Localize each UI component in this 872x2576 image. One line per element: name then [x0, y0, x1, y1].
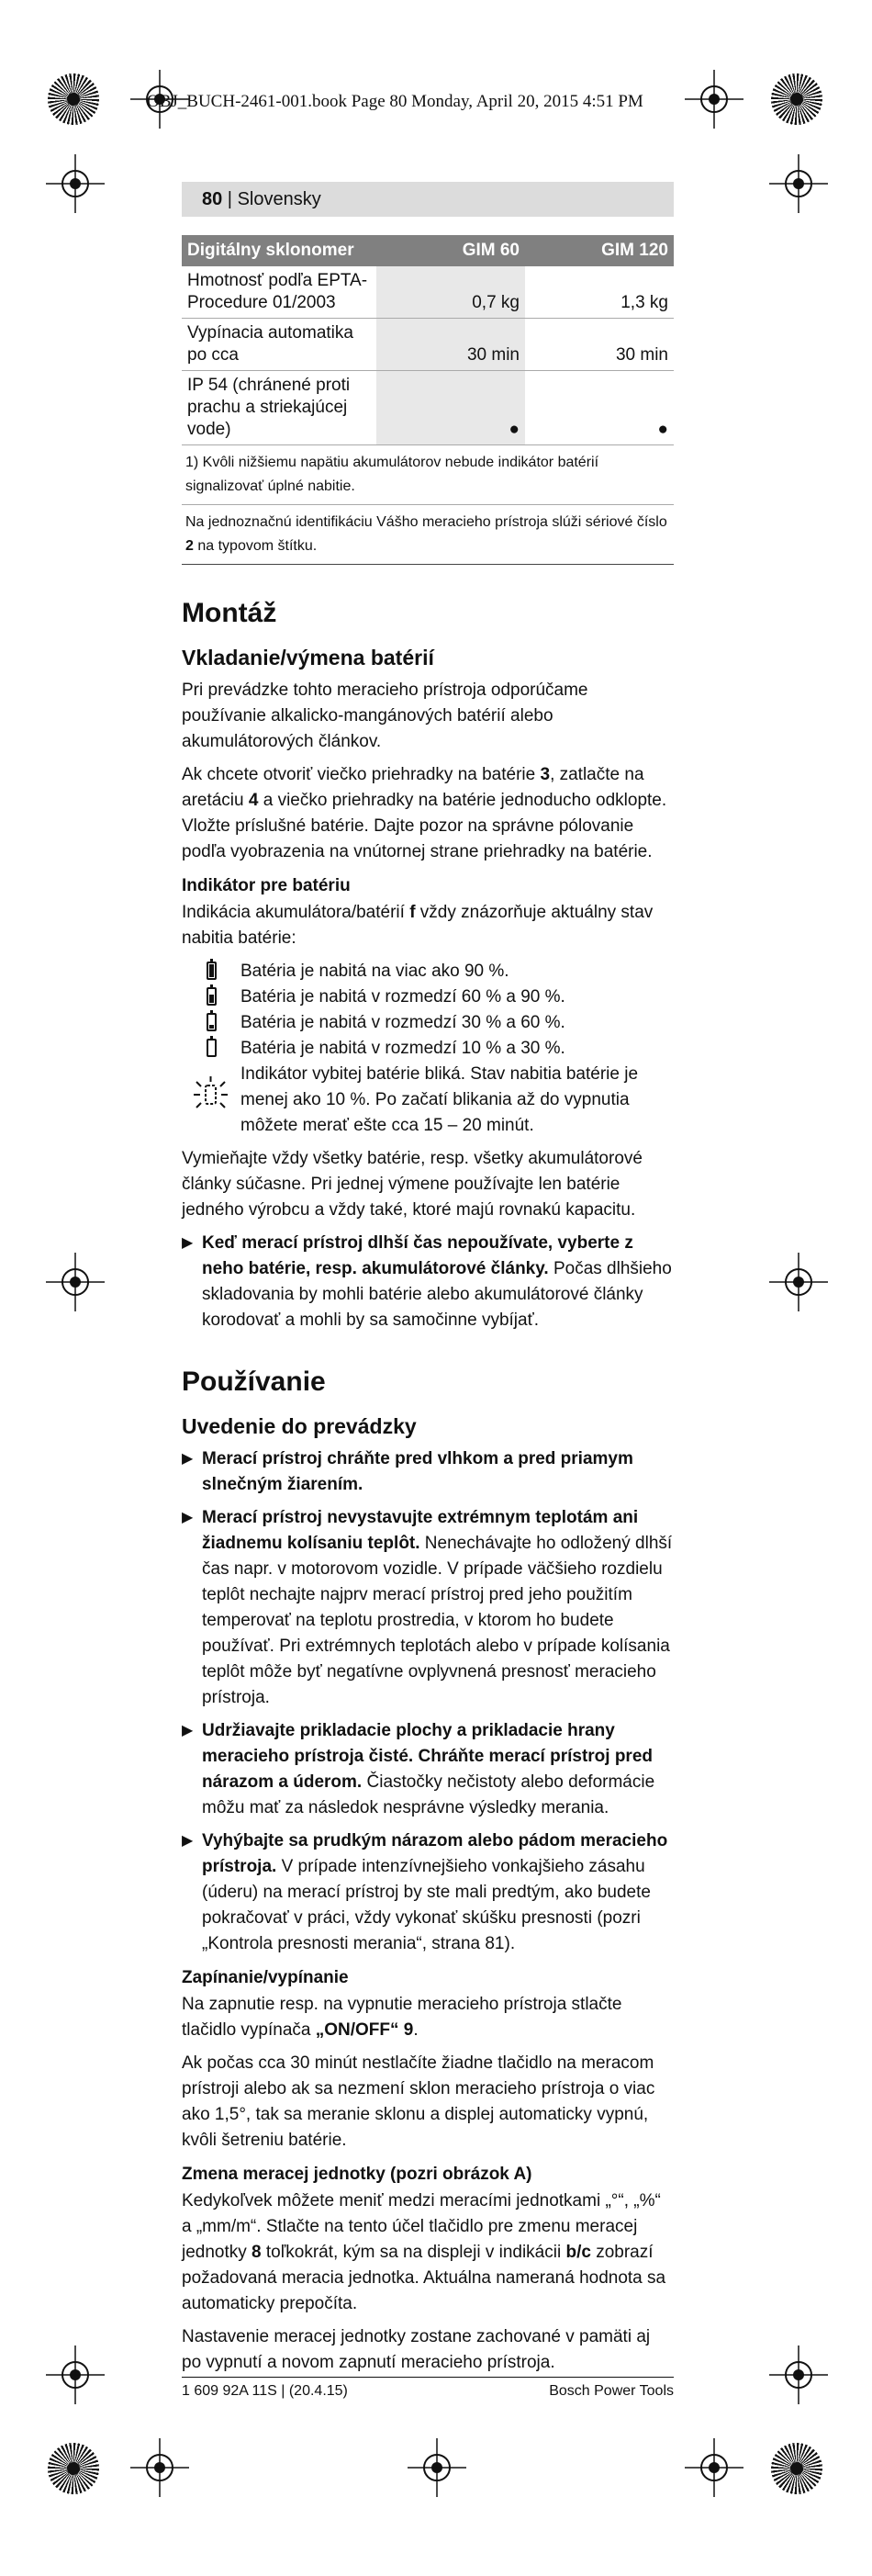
serial-note [182, 505, 674, 565]
paragraph [182, 762, 674, 865]
text: Na zapnutie resp. na vypnutie meracieho prístroja stlačte tlačidlo vypínača [182, 1995, 622, 2040]
spec-table [182, 235, 674, 445]
battery-blinking-icon [193, 1074, 229, 1117]
footer-code: 1 609 92A 11S | (20.4.15) [182, 2383, 348, 2399]
color-rosette-bottom-right [771, 2443, 822, 2494]
paragraph: Ak počas cca 30 minút nestlačíte žiadne tlačidlo na meracom prístroji alebo ak sa nezmení sklon meracieho prístroja o viac ako 1,5°, tak sa meranie sklonu a displej automaticky vypnú, kvôli šetreniu batérie. [182, 2053, 655, 2150]
spec-value-gim120: ● [525, 371, 674, 445]
spec-label: Hmotnosť podľa EPTA-Procedure 01/2003 [182, 266, 376, 319]
warning-item [182, 1231, 674, 1333]
text: zobrazí požadovaná meracia jednotka. Aktuálna nameraná hodnota sa automaticky prepočíta. [182, 2243, 666, 2313]
spec-value-gim120: 1,3 kg [525, 266, 674, 319]
list-item-text [202, 1828, 674, 1957]
ref-letter: f [409, 903, 416, 922]
footer-brand: Bosch Power Tools [549, 2383, 674, 2399]
battery-level-text: Batéria je nabitá v rozmedzí 30 % a 60 %. [240, 1013, 565, 1032]
color-rosette-bottom-left [48, 2443, 99, 2494]
list-item [182, 1505, 674, 1711]
spec-value-gim60: ● [376, 371, 525, 445]
text: , zatlačte na aretáciu [182, 765, 644, 810]
registration-mark-right-top [769, 154, 828, 213]
list-item-text [202, 1718, 674, 1821]
on-off-label: „ON/OFF“ 9 [315, 2020, 414, 2040]
triangle-bullet-icon: ▶ [182, 1451, 194, 1467]
list-item-bold: Merací prístroj nevystavujte extrémnym teplotám ani žiadnemu kolísaniu teplôt. [202, 1508, 639, 1553]
registration-mark-left-mid [46, 1253, 105, 1311]
triangle-bullet-icon: ▶ [182, 1833, 194, 1849]
page-footer [182, 2377, 674, 2400]
spec-col-gim60: GIM 60 [376, 235, 525, 266]
battery-full-icon [207, 962, 217, 980]
header-language: Slovensky [237, 188, 321, 209]
battery-level-row [182, 1010, 674, 1036]
list-item-bold: Udržiavajte prikladacie plochy a prikladacie hrany meracieho prístroja čisté. Chráňte merací prístroj pred nárazom a úderom. [202, 1721, 654, 1792]
ref-number: 4 [248, 791, 259, 810]
list-item-rest: V prípade intenzívnejšieho vonkajšieho zásahu (úderu) na merací prístroj by ste mali predtým, ako budete pokračovať v práci, vždy vykonať skúšku presnosti (pozri „Kontrola presnosti merania“, strana 81). [202, 1857, 651, 1953]
text: toľkokrát, kým sa na displeji v indikácii [261, 2243, 566, 2262]
text: vždy znázorňuje aktuálny stav nabitia batérie: [182, 903, 654, 948]
serial-note-text: Na jednoznačnú identifikáciu Vášho meracieho prístroja slúži sériové číslo [185, 514, 667, 530]
triangle-bullet-icon: ▶ [182, 1235, 194, 1251]
section-title-pouzivanie: Používanie [182, 1367, 326, 1397]
ref-letter: b/c [565, 2243, 591, 2262]
list-item-text [202, 1446, 674, 1498]
list-item-bold: Merací prístroj chráňte pred vlhkom a pred priamym slnečným žiarením. [202, 1449, 633, 1494]
subsection-unit-change: Zmena meracej jednotky (pozri obrázok A) [182, 2165, 532, 2184]
paragraph [182, 1992, 674, 2043]
warning-text [202, 1231, 674, 1333]
subsection-startup: Uvedenie do prevádzky [182, 1414, 417, 1438]
triangle-bullet-icon: ▶ [182, 1723, 194, 1738]
battery-medium-icon [207, 1013, 217, 1031]
text: Indikácia akumulátora/batérií [182, 903, 410, 922]
registration-mark-left-bottom [46, 2345, 105, 2404]
ref-number: 8 [252, 2243, 262, 2262]
battery-level-row [182, 959, 674, 984]
subsection-battery-change: Vkladanie/výmena batérií [182, 646, 434, 669]
registration-mark-bottom-left [130, 2438, 189, 2497]
table-row [182, 266, 674, 319]
list-item-rest: Čiastočky nečistoty alebo deformácie môžu mať za následok nesprávne výsledky merania. [202, 1772, 655, 1817]
color-rosette-top-left [48, 73, 99, 125]
warning-bold: Keď merací prístroj dlhší čas nepoužívate, vyberte z neho batérie, resp. akumulátorové články. [202, 1233, 633, 1278]
registration-mark-right-bottom [769, 2345, 828, 2404]
paragraph: Vymieňajte vždy všetky batérie, resp. všetky akumulátorové články súčasne. Pri jednej výmene používajte len batérie jedného výrobcu a vždy také, ktoré majú rovnakú kapacitu. [182, 1149, 643, 1220]
spec-col-name: Digitálny sklonomer [182, 235, 376, 266]
text: Kedykoľvek môžete meniť medzi meracími jednotkami „°“, „%“ a „mm/m“. Stlačte na tento účel tlačidlo pre zmenu meracej jednotky [182, 2191, 661, 2262]
spec-col-gim120: GIM 120 [525, 235, 674, 266]
warning-rest: Počas dlhšieho skladovania by mohli batérie alebo akumulátorové články korodovať a mohli by sa samočinne vybíjať. [202, 1259, 672, 1330]
subsection-on-off: Zapínanie/vypínanie [182, 1968, 349, 1987]
color-rosette-top-right [771, 73, 822, 125]
subsection-battery-indicator: Indikátor pre batériu [182, 876, 351, 895]
page-number: 80 [202, 188, 223, 209]
print-slug: OBJ_BUCH-2461-001.book Page 80 Monday, April 20, 2015 4:51 PM [147, 92, 643, 111]
text: a viečko priehradky na batérie jednoducho odklopte. Vložte príslušné batérie. Dajte pozor na správne pólovanie podľa vyobrazenia na vnútornej strane priehradky na batérie. [182, 791, 667, 861]
spec-label: Vypínacia automatika po cca [182, 319, 376, 371]
registration-mark-left-top [46, 154, 105, 213]
list-item [182, 1446, 674, 1498]
ref-number: 3 [540, 765, 551, 784]
battery-low-icon [207, 1039, 217, 1057]
registration-mark-right-mid [769, 1253, 828, 1311]
paragraph: Pri prevádzke tohto meracieho prístroja odporúčame používanie alkalicko-mangánových batérií alebo akumulátorových článkov. [182, 681, 588, 751]
serial-note-number: 2 [185, 538, 194, 554]
battery-level-text: Batéria je nabitá v rozmedzí 10 % a 30 %. [240, 1039, 565, 1058]
page-header [182, 182, 674, 217]
spec-value-gim60: 0,7 kg [376, 266, 525, 319]
page-content [182, 182, 674, 2383]
battery-level-row [182, 1036, 674, 1062]
list-item-bold: Vyhýbajte sa prudkým nárazom alebo pádom meracieho prístroja. [202, 1831, 668, 1876]
registration-mark-bottom-right [685, 2438, 743, 2497]
battery-level-row [182, 1062, 674, 1139]
battery-level-text: Indikátor vybitej batérie bliká. Stav nabitia batérie je menej ako 10 %. Po začatí blikania až do vypnutia môžete merať ešte cca 15 – 20 minút. [240, 1064, 639, 1135]
text: . [413, 2020, 419, 2040]
battery-high-icon [207, 987, 217, 1006]
paragraph: Nastavenie meracej jednotky zostane zachované v pamäti aj po vypnutí a novom zapnutí meracieho prístroja. [182, 2327, 651, 2372]
triangle-bullet-icon: ▶ [182, 1510, 194, 1525]
text: Ak chcete otvoriť viečko priehradky na batérie [182, 765, 541, 784]
section-title-montaz: Montáž [182, 598, 277, 628]
paragraph [182, 2188, 674, 2317]
spec-footnote: 1) Kvôli nižšiemu napätiu akumulátorov nebude indikátor batérií signalizovať úplné nabitie. [182, 445, 674, 505]
table-row [182, 319, 674, 371]
spec-value-gim120: 30 min [525, 319, 674, 371]
list-item [182, 1828, 674, 1957]
registration-mark-top-right [685, 70, 743, 129]
list-item-text [202, 1505, 674, 1711]
header-separator: | [222, 188, 238, 209]
battery-level-text: Batéria je nabitá na viac ako 90 %. [240, 962, 509, 981]
paragraph [182, 900, 674, 951]
list-item [182, 1718, 674, 1821]
spec-label: IP 54 (chránené proti prachu a striekajúcej vode) [182, 371, 376, 445]
serial-note-text-end: na typovom štítku. [193, 538, 318, 554]
spec-value-gim60: 30 min [376, 319, 525, 371]
battery-level-row [182, 984, 674, 1010]
list-item-rest: Nenechávajte ho odložený dlhší čas napr. v motorovom vozidle. V prípade väčšieho rozdielu teplôt nechajte najprv merací prístroj pred jeho použitím temperovať na teplotu prostredia, v ktorom ho budete používať. Pri extrémnych teplotách alebo v prípade kolísania teplôt môže byť negatívne ovplyvnená presnosť meracieho prístroja. [202, 1534, 673, 1707]
battery-level-text: Batéria je nabitá v rozmedzí 60 % a 90 %. [240, 987, 565, 1007]
table-row [182, 371, 674, 445]
spec-table-header [182, 235, 674, 266]
registration-mark-bottom-center [408, 2438, 466, 2497]
